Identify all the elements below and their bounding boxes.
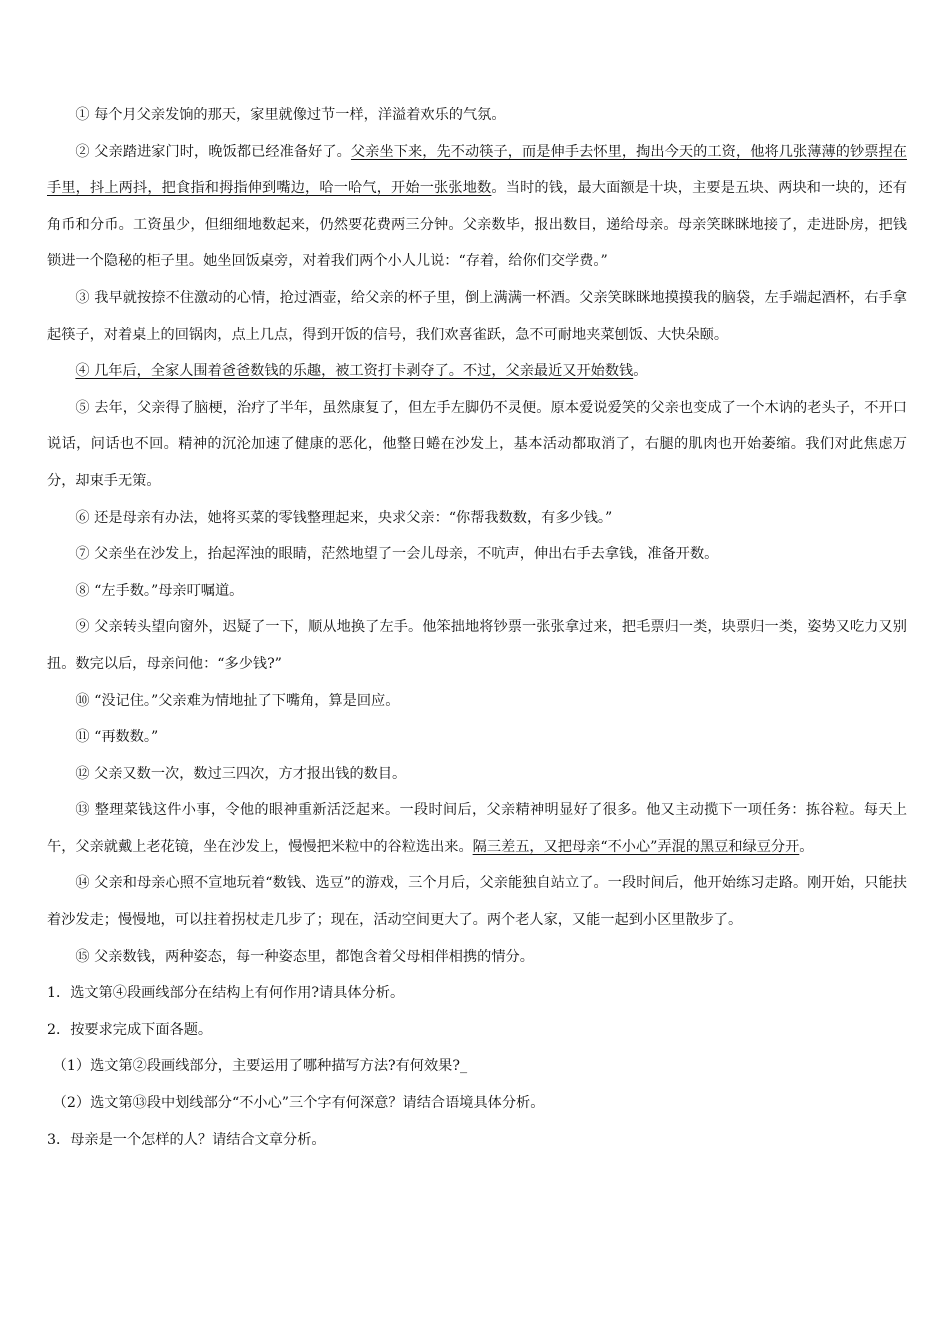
paragraph-13-underlined: 隔三差五，又把母亲“不小心”弄混的黑豆和绿豆分开 xyxy=(472,838,800,855)
paragraph-5: ⑤ 去年，父亲得了脑梗，治疗了半年，虽然康复了，但左手左脚仍不灵便。原本爱说爱笑的父亲也变成了一个木讷的老头子，不开口说话，问话也不回。精神的沉沦加速了健康的恶化，他整日蜷在沙发上，基本活动都取消了，右腿的肌肉也开始萎缩。我们对此焦虑万分，却束手无策。 xyxy=(47,399,907,489)
paragraph-10: ⑩ “没记住。”父亲难为情地扯了下嘴角，算是回应。 xyxy=(75,692,400,709)
paragraph-1: ① 每个月父亲发饷的那天，家里就像过节一样，洋溢着欢乐的气氛。 xyxy=(75,107,506,123)
paragraph-14: ⑭ 父亲和母亲心照不宣地玩着“数钱、选豆”的游戏，三个月后，父亲能独自站立了。一段时间后，他开始练习走路。刚开始，只能扶着沙发走；慢慢地，可以拄着拐杖走几步了；现在，活动空间更大了。两个老人家，又能一起到小区里散步了。 xyxy=(47,875,907,929)
question-2-part-2: （2）选文第⑬段中划线部分“不小心”三个字有何深意？请结合语境具体分析。 xyxy=(52,1095,545,1112)
paragraph-13-end: 。 xyxy=(799,838,814,855)
paragraph-2-text: ② 父亲踏进家门时，晚饭都已经准备好了。 xyxy=(75,143,351,160)
question-2: 2．按要求完成下面各题。 xyxy=(47,1021,213,1038)
question-3: 3．母亲是一个怎样的人？请结合文章分析。 xyxy=(47,1131,326,1148)
paragraph-3: ③ 我早就按捺不住激动的心情，抢过酒壶，给父亲的杯子里，倒上满满一杯酒。父亲笑眯眯地摸摸我的脑袋，左手端起酒杯，右手拿起筷子，对着桌上的回锅肉，点上几点，得到开饭的信号，我们欢喜雀跃，急不可耐地夹菜刨饭、大快朵颐。 xyxy=(47,289,907,343)
question-2-part-1: （1）选文第②段画线部分，主要运用了哪种描写方法?有何效果?_ xyxy=(52,1058,468,1075)
paragraph-2 xyxy=(47,134,907,280)
paragraph-9: ⑨ 父亲转头望向窗外，迟疑了一下，顺从地换了左手。他笨拙地将钞票一张张拿过来，把毛票归一类，块票归一类，姿势又吃力又别扭。数完以后，母亲问他：“多少钱?” xyxy=(47,619,907,672)
paragraph-13 xyxy=(47,792,907,865)
paragraph-11: ⑪ “再数数。” xyxy=(75,729,159,746)
paragraph-13-text: ⑬ 整理菜钱这件小事，令他的眼神重新活泛起来。一段时间后，父亲精神明显好了很多。他又主动揽下一项任务：拣谷粒。每天上午，父亲就戴上老花镜，坐在沙发上，慢慢把米粒中的谷粒选出来。 xyxy=(47,802,907,855)
paragraph-4 xyxy=(47,353,907,390)
paragraph-2-text-rest: 。当时的钱，最大面额是十块，主要是五块、两块和一块的，还有角币和分币。工资虽少，但细细地数起来，仍然要花费两三分钟。父亲数毕，报出数目，递给母亲。母亲笑眯眯地接了，走进卧房，把钱锁进一个隐秘的柜子里。她坐回饭桌旁，对着我们两个小人儿说：“存着，给你们交学费。” xyxy=(47,180,907,270)
reading-passage xyxy=(47,97,907,1158)
paragraph-7: ⑦ 父亲坐在沙发上，抬起浑浊的眼睛，茫然地望了一会儿母亲，不吭声，伸出右手去拿钱，准备开数。 xyxy=(75,546,719,563)
question-1: 1．选文第④段画线部分在结构上有何作用?请具体分析。 xyxy=(47,985,405,1002)
paragraph-4-end: 。 xyxy=(633,363,648,380)
paragraph-12: ⑫ 父亲又数一次，数过三四次，方才报出钱的数目。 xyxy=(75,765,407,782)
paragraph-2-underlined: 父亲坐下来，先不动筷子，而是伸手去怀里，掏出今天的工资，他将几张薄薄的钞票捏在手里，抖上两抖，把食指和拇指伸到嘴边，哈一哈气，开始一张张地数 xyxy=(47,143,907,197)
paragraph-15: ⑮ 父亲数钱，两种姿态，每一种姿态里，都饱含着父母相伴相携的情分。 xyxy=(75,948,534,965)
paragraph-6: ⑥ 还是母亲有办法，她将买菜的零钱整理起来，央求父亲：“你帮我数数，有多少钱。” xyxy=(75,509,613,526)
paragraph-8: ⑧ “左手数。”母亲叮嘱道。 xyxy=(75,582,244,599)
paragraph-4-underlined: ④ 几年后，全家人围着爸爸数钱的乐趣，被工资打卡剥夺了。不过，父亲最近又开始数钱 xyxy=(75,363,634,380)
